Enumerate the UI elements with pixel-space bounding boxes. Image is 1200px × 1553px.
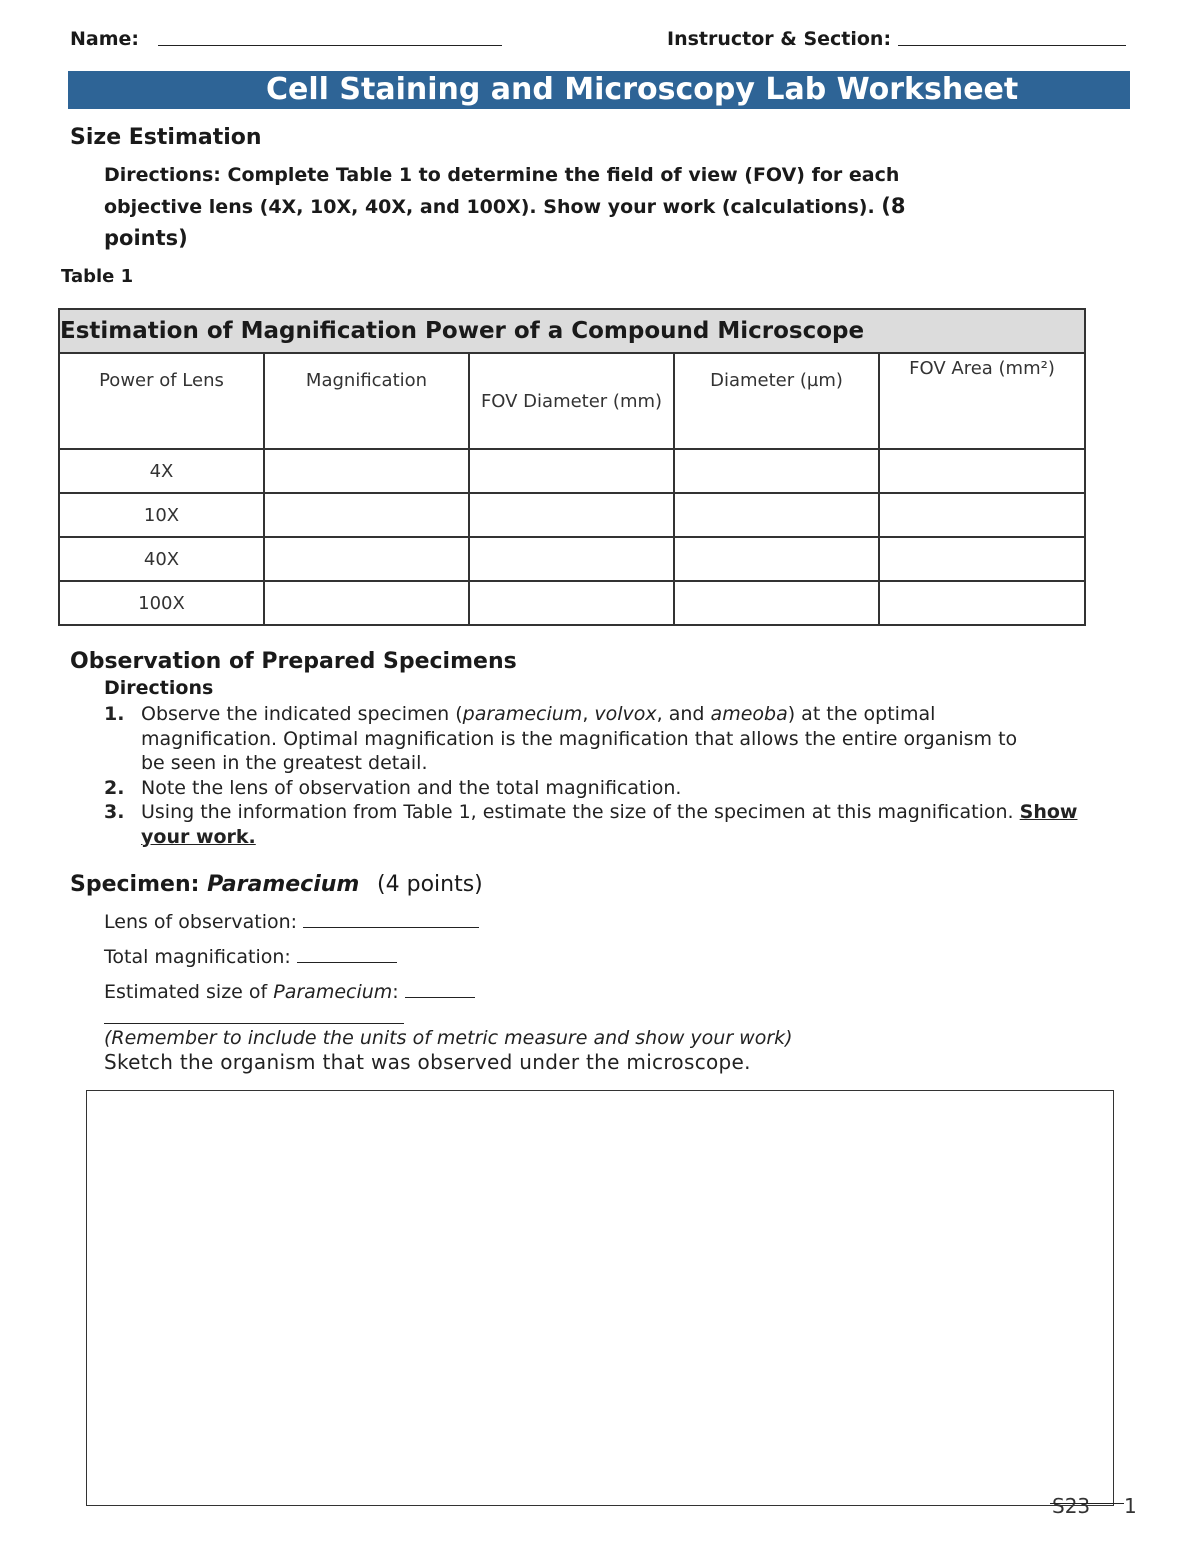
- list-item: [104, 776, 1124, 801]
- estimated-size-specimen: Paramecium: [273, 981, 393, 1003]
- instructor-section-input-line[interactable]: [898, 45, 1126, 46]
- fov-area-cell[interactable]: [879, 537, 1085, 581]
- step-number: 3.: [104, 801, 125, 823]
- fov-diameter-cell[interactable]: [469, 581, 674, 625]
- table-row: [59, 493, 1085, 537]
- step-text: Using the information from Table 1, estimate the size of the specimen at this magnification.: [141, 801, 1014, 823]
- specimen-name: volvox: [594, 703, 657, 725]
- estimated-size-label: Estimated size of: [104, 981, 268, 1003]
- fov-diameter-cell[interactable]: [469, 493, 674, 537]
- points-text: (8 points): [104, 194, 906, 250]
- specimen-heading-prefix: Specimen:: [70, 872, 200, 897]
- directions-text: Directions: Complete Table 1 to determine the field of view (FOV) for each objective lens (4X, 10X, 40X, and 100X). Show your work (calculations).: [104, 164, 900, 218]
- column-header-fov-area: FOV Area (mm²): [879, 353, 1085, 449]
- page-number: 1: [1124, 1494, 1137, 1518]
- observation-heading: Observation of Prepared Specimens: [70, 649, 517, 674]
- list-item: [104, 800, 1131, 849]
- diameter-um-cell[interactable]: [674, 581, 879, 625]
- step-text: ) at the optimal magnification. Optimal magnification is the magnification that allows the entire organism to be seen in the greatest detail.: [141, 703, 1018, 774]
- total-magnification-field: [104, 944, 397, 968]
- footer-rule: [1050, 1503, 1124, 1504]
- specimen-heading-name: Paramecium: [207, 872, 360, 897]
- size-estimation-heading: Size Estimation: [70, 125, 262, 150]
- fov-area-cell[interactable]: [879, 581, 1085, 625]
- magnification-cell[interactable]: [264, 537, 469, 581]
- step-number: 1.: [104, 703, 125, 725]
- total-magnification-label: Total magnification:: [104, 946, 291, 968]
- specimen-name: ameoba: [710, 703, 788, 725]
- diameter-um-cell[interactable]: [674, 493, 879, 537]
- units-note: (Remember to include the units of metric measure and show your work): [104, 1027, 793, 1049]
- column-header-diameter-um: Diameter (µm): [674, 353, 879, 449]
- step-number: 2.: [104, 776, 125, 799]
- table1-label: Table 1: [61, 266, 134, 287]
- column-header-fov-diameter: FOV Diameter (mm): [469, 353, 674, 449]
- fov-diameter-cell[interactable]: [469, 537, 674, 581]
- magnification-cell[interactable]: [264, 581, 469, 625]
- estimated-size-field: [104, 979, 475, 1003]
- estimated-size-input[interactable]: [405, 979, 475, 998]
- lens-of-observation-input[interactable]: [303, 909, 479, 928]
- show-work-emphasis: Show your work.: [141, 801, 1078, 848]
- fov-area-cell[interactable]: [879, 493, 1085, 537]
- observation-directions-label: Directions: [104, 677, 214, 699]
- instructor-section-label: Instructor & Section:: [667, 28, 892, 50]
- total-magnification-input[interactable]: [297, 944, 397, 963]
- specimen-points: (4 points): [377, 872, 483, 897]
- worksheet-title: Cell Staining and Microscopy Lab Worksheet: [68, 71, 1130, 109]
- estimated-size-colon: :: [392, 981, 399, 1003]
- step-text: , and: [656, 703, 711, 725]
- lens-cell: 40X: [59, 537, 264, 581]
- size-estimation-directions: [104, 160, 944, 255]
- table-row: [59, 581, 1085, 625]
- lens-cell: 100X: [59, 581, 264, 625]
- fov-table: [58, 308, 1086, 626]
- name-label: Name:: [70, 28, 140, 50]
- lens-of-observation-field: [104, 909, 479, 933]
- specimen-heading: [70, 872, 483, 897]
- magnification-cell[interactable]: [264, 449, 469, 493]
- fov-diameter-cell[interactable]: [469, 449, 674, 493]
- table-row: [59, 537, 1085, 581]
- footer-code: S23: [1052, 1494, 1091, 1518]
- column-header-power-of-lens: Power of Lens: [59, 353, 264, 449]
- table-row: [59, 449, 1085, 493]
- lens-of-observation-label: Lens of observation:: [104, 911, 298, 933]
- step-text: Observe the indicated specimen (: [141, 703, 463, 725]
- diameter-um-cell[interactable]: [674, 537, 879, 581]
- table-caption: Estimation of Magnification Power of a Compound Microscope: [59, 309, 1085, 353]
- observation-steps: [104, 702, 1124, 849]
- column-header-magnification: Magnification: [264, 353, 469, 449]
- lens-cell: 4X: [59, 449, 264, 493]
- step-text: Note the lens of observation and the total magnification.: [141, 776, 682, 799]
- lens-cell: 10X: [59, 493, 264, 537]
- fov-area-cell[interactable]: [879, 449, 1085, 493]
- step-text: ,: [582, 703, 595, 725]
- sketch-area[interactable]: [86, 1090, 1114, 1506]
- diameter-um-cell[interactable]: [674, 449, 879, 493]
- sketch-instruction: Sketch the organism that was observed under the microscope.: [104, 1050, 751, 1074]
- specimen-name: paramecium: [462, 703, 583, 725]
- magnification-cell[interactable]: [264, 493, 469, 537]
- estimated-size-input-continued[interactable]: [104, 1023, 404, 1024]
- list-item: [104, 702, 1021, 776]
- name-input-line[interactable]: [158, 45, 502, 46]
